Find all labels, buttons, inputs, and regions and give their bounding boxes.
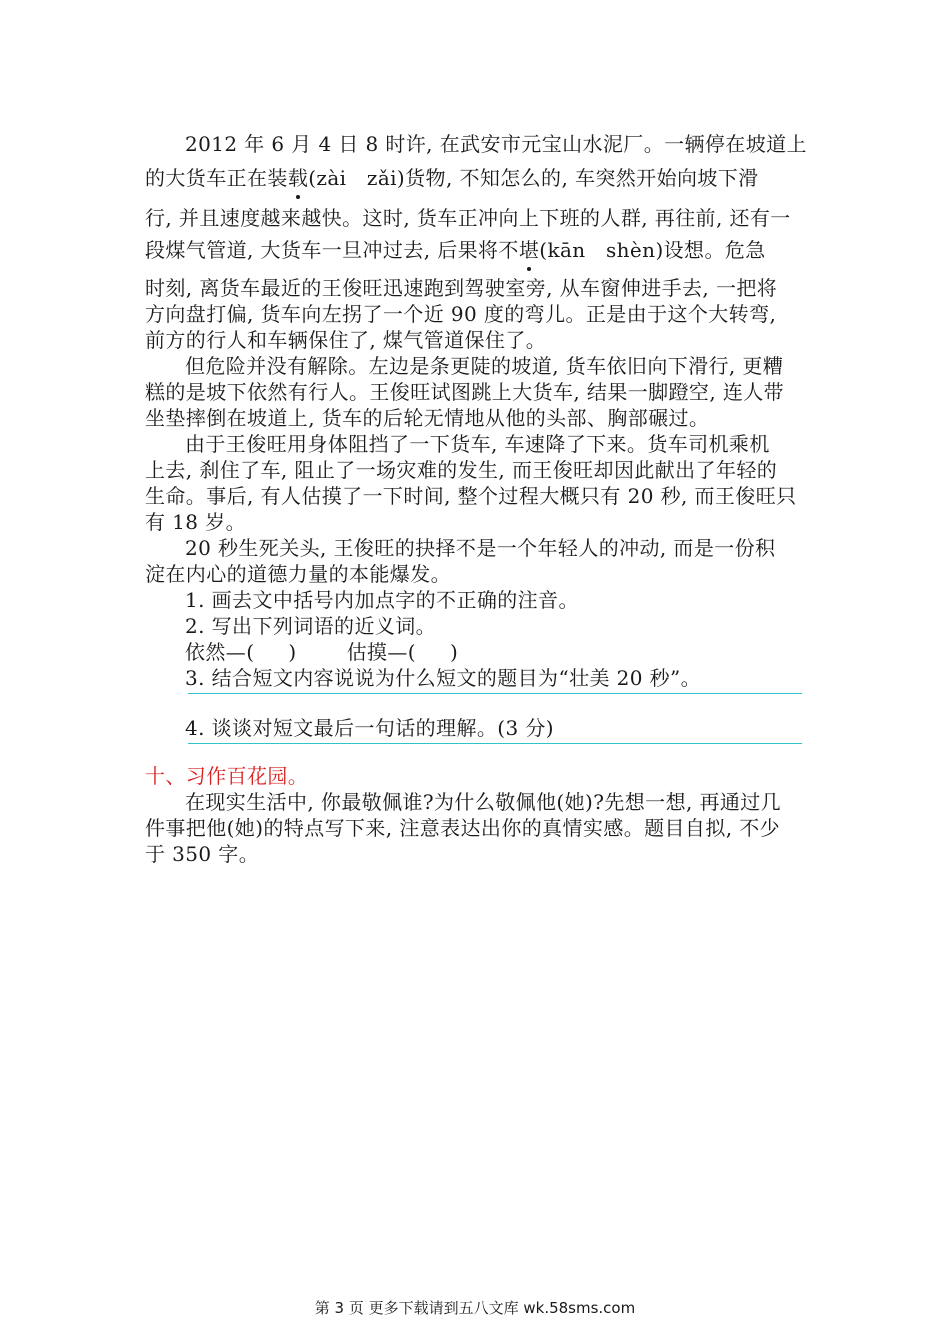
- dotted-character: 堪: [519, 234, 539, 263]
- prompt-line: 在现实生活中, 你最敬佩谁?为什么敬佩他(她)?先想一想, 再通过几: [185, 790, 782, 814]
- question-2-blanks: [185, 636, 875, 665]
- story-line: 坐垫摔倒在坡道上, 货车的后轮无情地从他的头部、胸部碾过。: [145, 406, 710, 430]
- story-text: (kān shèn)设想。危急: [539, 238, 766, 262]
- question-3: 3. 结合短文内容说说为什么短文的题目为“壮美 20 秒”。: [185, 666, 702, 690]
- bracket-close: ): [450, 640, 459, 664]
- story-text: 段煤气管道, 大货车一旦冲过去, 后果将不: [145, 238, 519, 262]
- question-2: 2. 写出下列词语的近义词。: [185, 614, 437, 638]
- story-line: 行, 并且速度越来越快。这时, 货车正冲向上下班的人群, 再往前, 还有一: [145, 206, 791, 230]
- answer-line[interactable]: [188, 693, 802, 694]
- story-line: 淀在内心的道德力量的本能爆发。: [145, 562, 451, 586]
- bracket-close: ): [288, 640, 297, 664]
- story-line: 由于王俊旺用身体阻挡了一下货车, 车速降了下来。货车司机乘机: [185, 432, 770, 456]
- story-line: 生命。事后, 有人估摸了一下时间, 整个过程大概只有 20 秒, 而王俊旺只: [145, 484, 797, 508]
- answer-line[interactable]: [188, 743, 802, 744]
- story-line: [145, 162, 835, 191]
- story-line: 前方的行人和车辆保住了, 煤气管道保住了。: [145, 328, 547, 352]
- story-line: 糕的是坡下依然有行人。王俊旺试图跳上大货车, 结果一脚蹬空, 连人带: [145, 380, 785, 404]
- story-line: 但危险并没有解除。左边是条更陡的坡道, 货车依旧向下滑行, 更糟: [185, 354, 784, 378]
- story-line: 有 18 岁。: [145, 510, 246, 534]
- synonym-word-2: 估摸—(: [346, 640, 417, 664]
- dotted-character: 载: [288, 162, 308, 191]
- section-heading: 十、习作百花园。: [145, 764, 309, 788]
- story-line: 20 秒生死关头, 王俊旺的抉择不是一个年轻人的冲动, 而是一份积: [185, 536, 776, 560]
- story-line: [145, 234, 835, 263]
- question-4: 4. 谈谈对短文最后一句话的理解。(3 分): [185, 716, 554, 740]
- story-line: 时刻, 离货车最近的王俊旺迅速跑到驾驶室旁, 从车窗伸进手去, 一把将: [145, 276, 778, 300]
- question-1: 1. 画去文中括号内加点字的不正确的注音。: [185, 588, 579, 612]
- synonym-word-1: 依然—(: [185, 640, 255, 664]
- prompt-line: 于 350 字。: [145, 842, 260, 866]
- story-text: (zài zǎi)货物, 不知怎么的, 车突然开始向坡下滑: [308, 166, 759, 190]
- story-line: 方向盘打偏, 货车向左拐了一个近 90 度的弯儿。正是由于这个大转弯,: [145, 302, 777, 326]
- story-line: 2012 年 6 月 4 日 8 时许, 在武安市元宝山水泥厂。一辆停在坡道上: [185, 132, 807, 156]
- story-text: 的大货车正在装: [145, 166, 288, 190]
- story-line: 上去, 刹住了车, 阻止了一场灾难的发生, 而王俊旺却因此献出了年轻的: [145, 458, 778, 482]
- prompt-line: 件事把他(她)的特点写下来, 注意表达出你的真情实感。题目自拟, 不少: [145, 816, 781, 840]
- page-footer: 第 3 页 更多下载请到五八文库 wk.58sms.com: [314, 1299, 636, 1317]
